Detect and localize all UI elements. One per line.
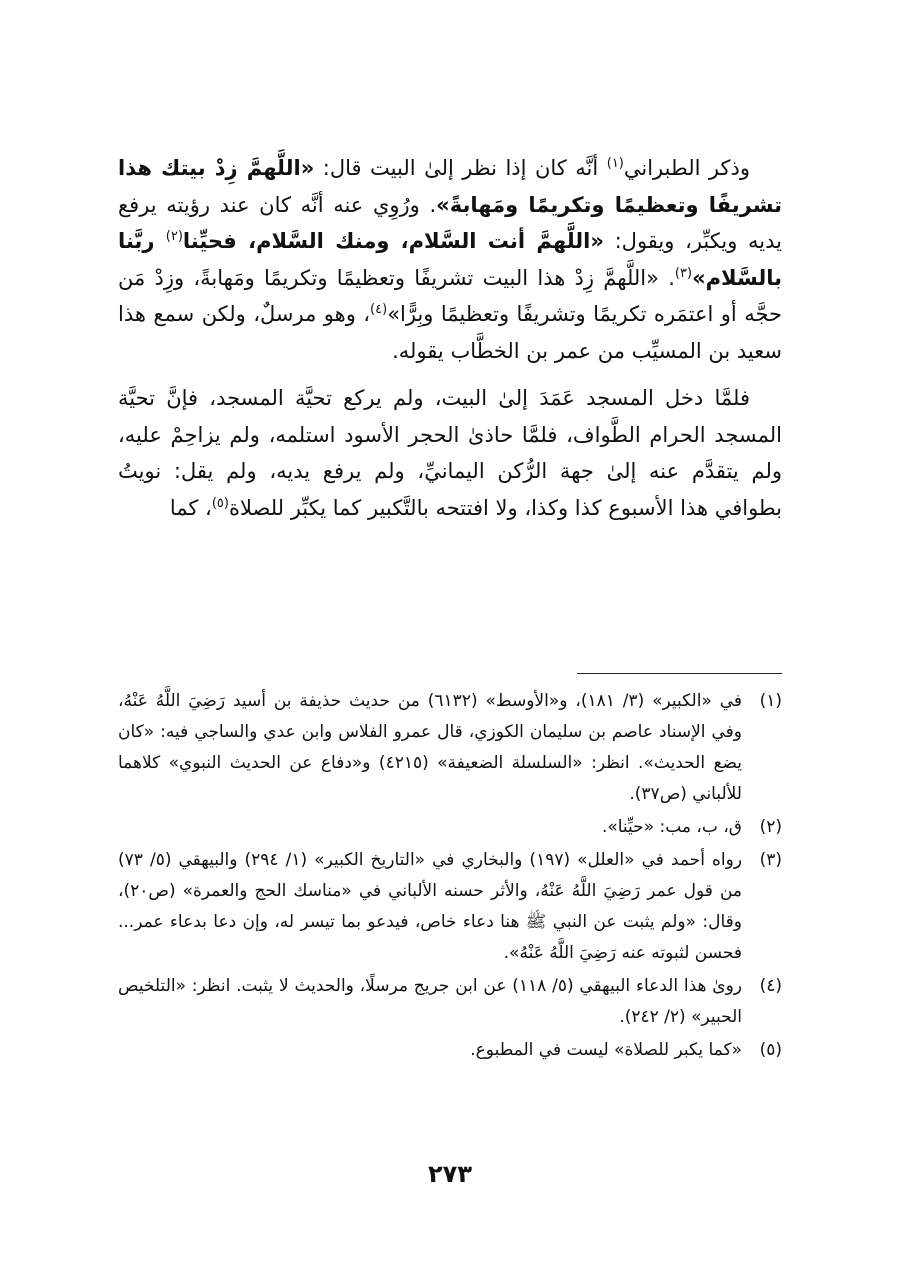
main-text — [118, 150, 782, 526]
body-text: أنَّه كان إذا نظر إلىٰ البيت قال: — [314, 156, 607, 180]
footnote-reference: (٣) — [674, 265, 693, 281]
footnotes — [118, 686, 782, 1068]
body-text: . ورُوِي عنه أنَّه كان عند رؤيته يرفع يديه ويكبِّر، ويقول: — [118, 192, 782, 253]
quoted-supplication: «اللَّهمَّ أنت السَّلام، ومنك السَّلام، فحيِّنا — [182, 229, 604, 253]
footnote — [118, 686, 782, 810]
footnote — [118, 971, 782, 1033]
body-paragraph — [118, 380, 782, 526]
footnote — [118, 845, 782, 969]
footnote-text: رواه أحمد في «العلل» (١٩٧) والبخاري في «التاريخ الكبير» (١/ ٢٩٤) والبيهقي (٥/ ٧٣) من قول عمر رَضِيَ اللَّهُ عَنْهُ، والأثر حسنه الألباني في «مناسك الحج والعمرة» (ص٢٠)، وقال: «ولم يثبت عن النبي ﷺ هنا دعاء خاص، فيدعو بما تيسر له، وإن دعا بدعاء عمر... فحسن لثبوته عنه رَضِيَ اللَّهُ عَنْهُ». — [118, 850, 743, 963]
book-page — [118, 150, 782, 1231]
footnote-text: في «الكبير» (٣/ ١٨١)، و«الأوسط» (٦١٣٢) من حديث حذيفة بن أسيد رَضِيَ اللَّهُ عَنْهُ، وفي الإسناد عاصم بن سليمان الكوزي، قال عمرو الفلاس وابن عدي والساجي فيه: «كان يضع الحديث». انظر: «السلسلة الضعيفة» (٤٢١٥) و«دفاع عن الحديث النبوي» كلاهما للألباني (ص٣٧). — [118, 691, 743, 804]
body-text: ، كما — [169, 495, 212, 520]
footnote-reference: (١) — [606, 156, 624, 171]
footnote-reference: (٤) — [370, 302, 388, 317]
body-paragraph — [118, 150, 782, 369]
footnote — [118, 812, 782, 843]
quoted-supplication: ربَّنا بالسَّلام» — [118, 229, 782, 290]
footnote-number: (٥) — [759, 1040, 782, 1060]
body-text: . «اللَّهمَّ زِدْ هذا البيت تشريفًا وتعظيمًا وتكريمًا ومَهابةً، وزِدْ مَن حجَّه أو اعتمَره تكريمًا وتشريفًا وتعظيمًا وبِرًّا» — [118, 265, 782, 326]
quoted-supplication: «اللَّهمَّ زِدْ بيتك هذا تشريفًا وتعظيمًا وتكريمًا ومَهابةً» — [118, 156, 782, 217]
footnote-separator — [577, 673, 782, 674]
footnote-reference: (٢) — [165, 229, 183, 244]
body-text: ، وهو مرسلٌ، ولكن سمع هذا سعيد بن المسيِّب من عمر بن الخطَّاب يقوله. — [118, 302, 782, 363]
footnote-text: ق، ب، مب: «حيِّنا». — [601, 817, 742, 837]
footnote-number: (٤) — [759, 976, 782, 996]
footnote — [118, 1035, 782, 1066]
body-text: فلمَّا دخل المسجد عَمَدَ إلىٰ البيت، ولم يركع تحيَّة المسجد، فإنَّ تحيَّة المسجد الحرام الطَّواف، فلمَّا حاذىٰ الحجر الأسود استلمه، ولم يزاحِمْ عليه، ولم يتقدَّم عنه إلىٰ جهة الرُّكن اليمانيِّ، ولم يرفع يديه، ولم يقل: نويتُ بطوافي هذا الأسبوع كذا وكذا، ولا افتتحه بالتَّكبير كما يكبِّر للصلاة — [118, 386, 782, 520]
body-text: وذكر الطبراني — [623, 156, 751, 180]
footnote-number: (٢) — [759, 817, 782, 837]
footnote-text: روىٰ هذا الدعاء البيهقي (٥/ ١١٨) عن ابن جريج مرسلًا، والحديث لا يثبت. انظر: «التلخيص الحبير» (٢/ ٢٤٢). — [118, 976, 743, 1027]
footnote-number: (١) — [759, 691, 782, 711]
footnote-reference: (٥) — [211, 495, 229, 511]
footnote-text: «كما يكبر للصلاة» ليست في المطبوع. — [470, 1040, 742, 1060]
page-number: ٢٧٣ — [428, 1160, 472, 1188]
footnote-number: (٣) — [759, 850, 782, 870]
